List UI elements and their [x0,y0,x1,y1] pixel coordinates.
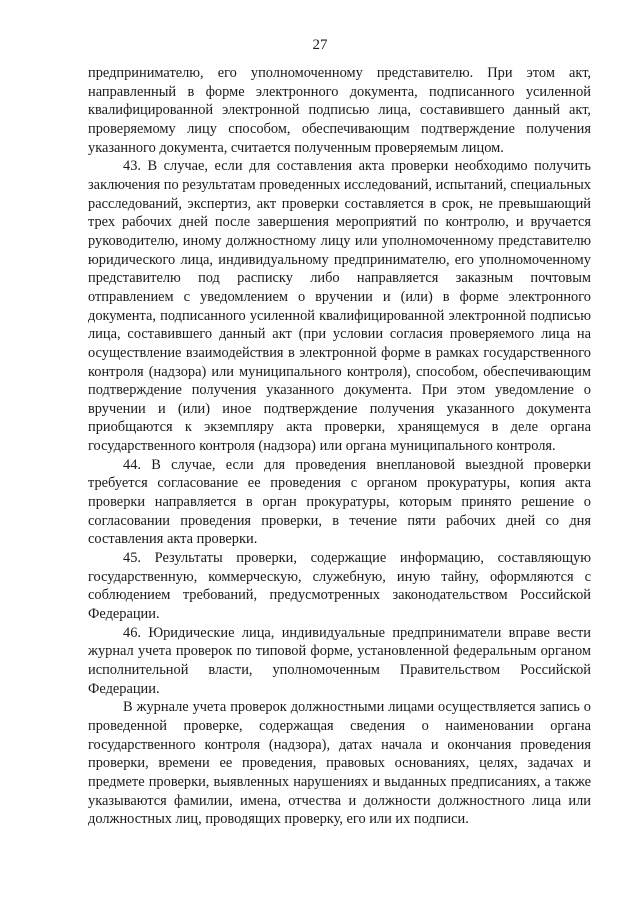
paragraph-46: 46. Юридические лица, индивидуальные предприниматели вправе вести журнал учета проверок по типовой форме, установленной федеральным органом исполнительной власти, уполномоченным Правительством Российской Федерации. [88,624,591,697]
paragraph-43: 43. В случае, если для составления акта проверки необходимо получить заключения по результатам проведенных исследований, испытаний, специальных расследований, экспертиз, акт проверки составляется в срок, не превышающий трех рабочих дней после завершения мероприятий по контролю, и вручается руководителю, иному должностному лицу или уполномоченному представителю юридического лица, индивидуальному предпринимателю, его уполномоченному представителю под расписку либо направляется заказным почтовым отправлением с уведомлением о вручении и (или) в форме электронного документа, подписанного усиленной квалифицированной электронной подписью лица, составившего данный акт (при условии согласия проверяемого лица на осуществление взаимодействия в электронной форме в рамках государственного контроля (надзора) или муниципального контроля), способом, обеспечивающим подтверждение получения указанного документа. При этом уведомление о вручении и (или) иное подтверждение получения указанного документа приобщаются к экземпляру акта проверки, хранящемуся в деле органа государственного контроля (надзора) или органа муниципального контроля. [88,158,591,455]
paragraph-continuation: предпринимателю, его уполномоченному представителю. При этом акт, направленный в форме электронного документа, подписанного усиленной квалифицированной электронной подписью лица, составившего данный акт, проверяемому лицу способом, обеспечивающим подтверждение получения указанного документа, считается полученным проверяемым лицом. [88,65,591,156]
paragraph-46-journal: В журнале учета проверок должностными лицами осуществляется запись о проведенной проверке, содержащая сведения о наименовании органа государственного контроля (надзора), датах начала и окончания проведения проверки, времени ее проведения, правовых основаниях, целях, задачах и предмете проверки, выявленных нарушениях и выданных предписаниях, а также указываются фамилии, имена, отчества и должности должностного лица или должностных лиц, проводящих проверку, его или их подписи. [88,699,591,828]
paragraph-45: 45. Результаты проверки, содержащие информацию, составляющую государственную, коммерческую, служебную, иную тайну, оформляются с соблюдением требований, предусмотренных законодательством Российской Федерации. [88,550,591,623]
paragraph-44: 44. В случае, если для проведения внеплановой выездной проверки требуется согласование ее проведения с органом прокуратуры, копия акта проверки направляется в орган прокуратуры, которым принято решение о согласовании проведения проверки, в течение пяти рабочих дней со дня составления акта проверки. [88,456,591,548]
document-body [88,64,591,829]
page-number: 27 [312,37,328,53]
